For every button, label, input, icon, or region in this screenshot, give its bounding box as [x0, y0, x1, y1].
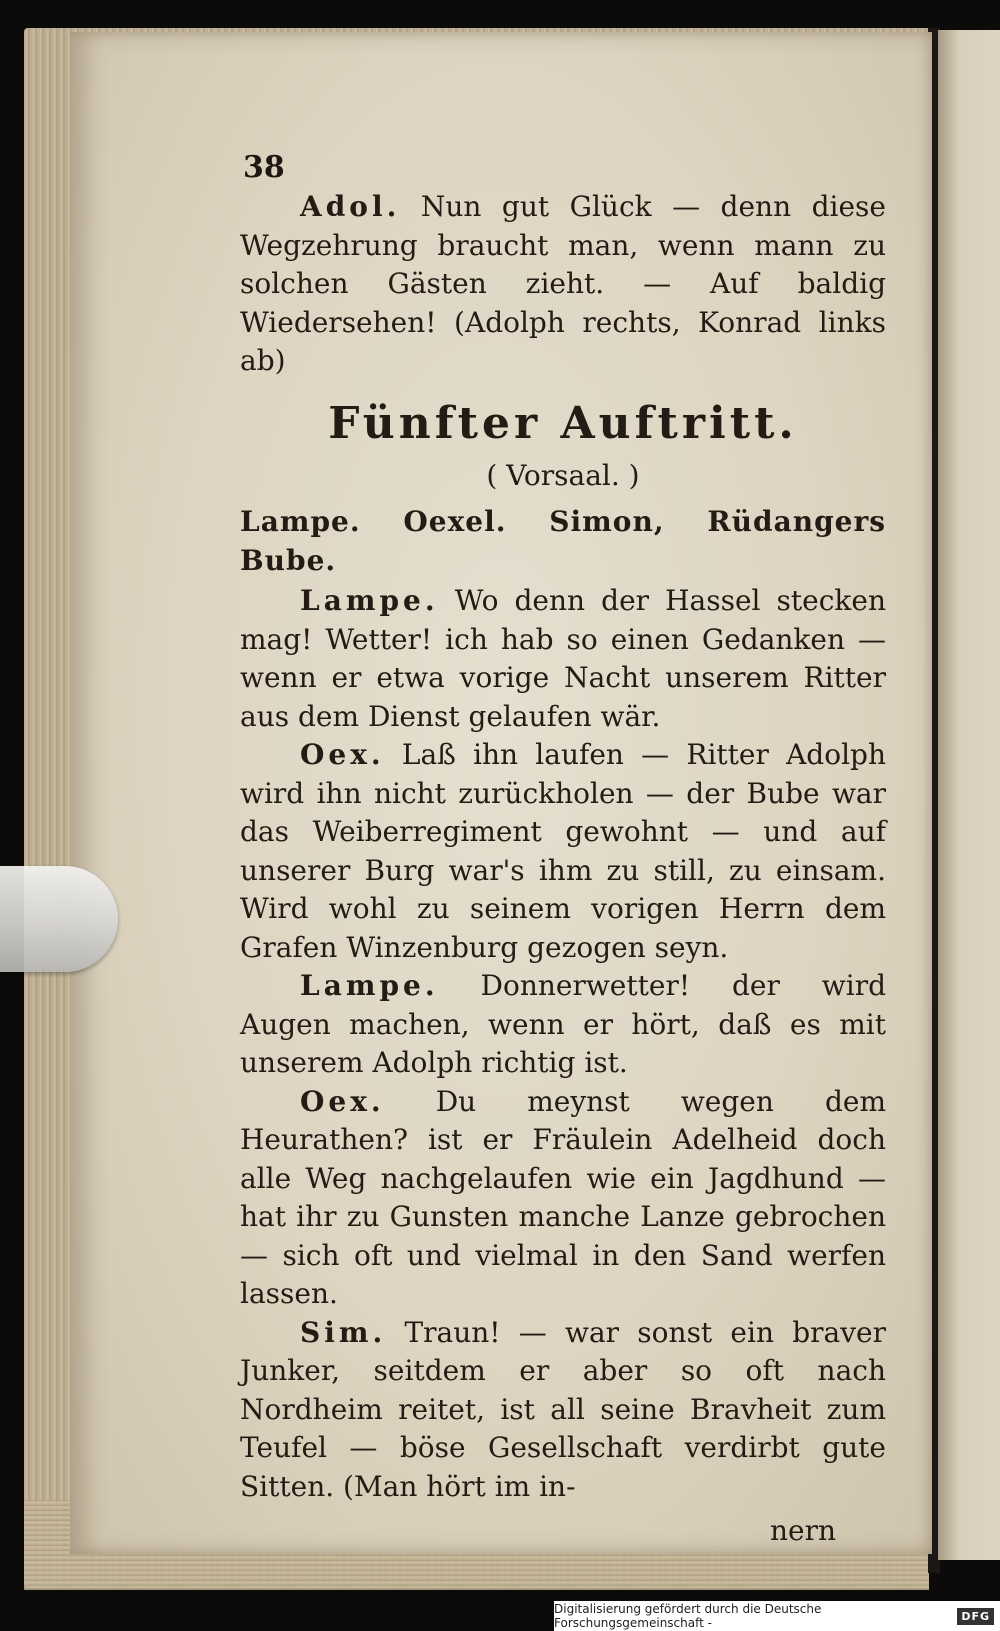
- dialogue-text: Du meynst wegen dem Heurathen? ist er Fräulein Adelheid doch alle Weg nachgelaufen wie ein Jagdhund — hat ihr zu Gunsten manche Lanze gebrochen — sich oft und vielmal in den Sand werfen lassen.: [240, 1084, 886, 1310]
- digitization-footer: [554, 1601, 1000, 1631]
- dialogue-text: Laß ihn laufen — Ritter Adolph wird ihn nicht zurückholen — der Bube war das Weiberregiment gewohnt — und auf unserer Burg war's ihm zu still, zu einsam. Wird wohl zu seinem vorigen Herrn dem Grafen Winzenburg gezogen seyn.: [240, 738, 886, 964]
- character-list: Lampe. Oexel. Simon, Rüdangers Bube.: [240, 505, 886, 577]
- catchword: nern: [769, 1514, 836, 1547]
- dialogue-line: [240, 582, 886, 736]
- dialogue-line: [240, 1083, 886, 1314]
- paragraph-adol: [240, 188, 886, 381]
- speaker-label: Lampe.: [300, 584, 439, 617]
- dialogue-text: Donnerwetter! der wird Augen machen, wenn er hört, daß es mit unserem Adolph richtig ist.: [240, 969, 886, 1079]
- scene-heading: Fünfter Auftritt.: [328, 397, 798, 449]
- speaker-label: Lampe.: [300, 969, 439, 1002]
- footer-text: Digitalisierung gefördert durch die Deutsche Forschungsgemeinschaft -: [554, 1602, 822, 1630]
- dfg-logo: DFG: [957, 1608, 994, 1625]
- bookmark-tab: [0, 866, 118, 972]
- page-number: 38: [243, 150, 285, 185]
- dialogue-text: Traun! — war sonst ein braver Junker, seitdem er aber so oft nach Nordheim reitet, ist all seine Bravheit zum Teufel — böse Gesellschaft verdirbt gute Sitten. (Man hört im in-: [240, 1315, 886, 1503]
- dialogue-line: [240, 967, 886, 1083]
- scene-location: ( Vorsaal. ): [486, 458, 640, 492]
- dialogue-text: Wo denn der Hassel stecken mag! Wetter! ich hab so einen Gedanken — wenn er etwa vorige Nacht unserem Ritter aus dem Dienst gelaufen wär.: [240, 584, 886, 733]
- facing-page-strip: [938, 30, 1000, 1560]
- speaker-label: Sim.: [300, 1315, 387, 1349]
- speaker-label: Oex.: [300, 1084, 385, 1118]
- speaker-label: Adol.: [300, 190, 401, 223]
- dialogue-line: [240, 1314, 886, 1507]
- speaker-label: Oex.: [300, 738, 385, 771]
- dialogue-line: [240, 736, 886, 967]
- page-text-block: [240, 146, 886, 1551]
- paragraph-text: Nun gut Glück — denn diese Wegzehrung braucht man, wenn mann zu solchen Gästen zieht. — Auf baldig Wiedersehen! (Adolph rechts, Konrad links ab): [240, 190, 886, 377]
